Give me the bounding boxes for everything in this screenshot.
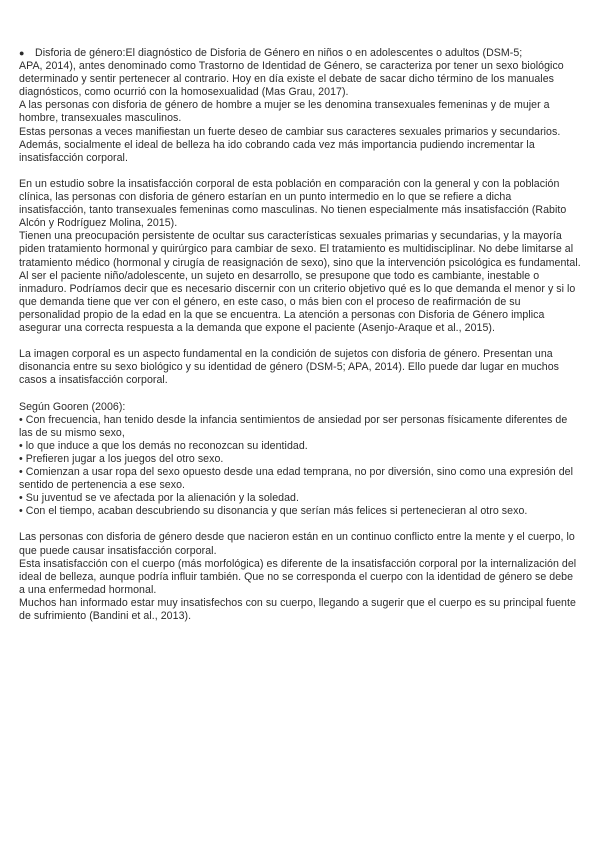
study-paragraph-2: Tienen una preocupación persistente de ocultar sus características sexuales primarias y secundarias, y la mayoría piden tratamiento hormonal y quirúrgico para cambiar de sexo. El tratamiento es multidisciplinar. No debe limitarse al tratamiento médico (hormonal y cirugía de reasignación de sexo), sino que la intervención psicológica es fundamental. [19, 230, 581, 269]
intro-paragraph: APA, 2014), antes denominado como Trastorno de Identidad de Género, se caracteriza por tener un sexo biológico determinado y sentir pertenecer al contrario. Hoy en día existe el debate de sacar dicho término de los manuales diagnósticos, como ocurrió con la homosexualidad (Mas Grau, 2017). [19, 60, 564, 99]
study-paragraph-1: En un estudio sobre la insatisfacción corporal de esta población en comparación con la general y con la población clínica, las personas con disforia de género estarían en un punto intermedio en lo que se refiere a dicha insatisfacción, tanto transexuales femeninas como masculinas. No tienen especialmente más insatisfacción (Rabito Alcón y Rodríguez Molina, 2015). [19, 177, 567, 230]
intro-bullet-line [19, 47, 581, 60]
gooren-item: • Con frecuencia, han tenido desde la infancia sentimientos de ansiedad por ser personas físicamente diferentes de las de su mismo sexo, [19, 413, 568, 439]
body-image-paragraph: La imagen corporal es un aspecto fundamental en la condición de sujetos con disforia de género. Presentan una disonancia entre su sexo biológico y su identidad de género (DSM-5; APA, 2014). Ello puede dar lugar en muchos casos a insatisfacción corporal. [19, 348, 560, 387]
gooren-item: • Con el tiempo, acaban descubriendo su disonancia y que serían más felices si pertenecieran al otro sexo. [19, 505, 528, 518]
document-page [19, 47, 581, 623]
paragraph-gap [19, 518, 581, 531]
conflict-paragraph-3: Muchos han informado estar muy insatisfechos con su cuerpo, llegando a sugerir que el cuerpo es su principal fuente de sufrimiento (Bandini et al., 2013). [19, 596, 576, 623]
gooren-item: • Comienzan a usar ropa del sexo opuesto desde una edad temprana, no por diversión, sino como una expresión del sentido de pertenencia a ese sexo. [19, 466, 574, 492]
paragraph-gap [19, 165, 581, 178]
paragraph-gap [19, 335, 581, 348]
gooren-heading: Según Gooren (2006): [19, 400, 126, 413]
gooren-item: • lo que induce a que los demás no reconozcan su identidad. [19, 439, 308, 452]
conflict-paragraph-2: Esta insatisfacción con el cuerpo (más morfológica) es diferente de la insatisfacción corporal por la internalización del ideal de belleza, aunque podría influir también. Que no se corresponda el cuerpo con la identidad de género se debe a una enfermedad hormonal. [19, 557, 577, 596]
gooren-item: • Prefieren jugar a los juegos del otro sexo. [19, 452, 224, 465]
gooren-item: • Su juventud se ve afectada por la alienación y la soledad. [19, 492, 299, 505]
bullet-icon: ● [19, 48, 25, 58]
intro-paragraph-3: Estas personas a veces manifiestan un fuerte deseo de cambiar sus caracteres sexuales primarios y secundarios. Además, socialmente el ideal de belleza ha ido cobrando cada vez más importancia pudiendo incrementar la insatisfacción corporal. [19, 125, 561, 164]
conflict-paragraph-1: Las personas con disforia de género desde que nacieron están en un continuo conflicto entre la mente y el cuerpo, lo que puede causar insatisfacción corporal. [19, 531, 575, 557]
intro-first-line: Disforia de género:El diagnóstico de Disforia de Género en niños o en adolescentes o adultos (DSM-5; [35, 47, 523, 59]
study-paragraph-3: Al ser el paciente niño/adolescente, un sujeto en desarrollo, se presupone que todo es cambiante, inestable o inmaduro. Podríamos decir que es necesario discernir con un criterio objetivo qué es lo que demanda el menor y si lo que demanda tiene que ver con el género, en este caso, o más bien con el proceso de reafirmación de su personalidad propio de la edad en la que se encuentra. La atención a personas con Disforia de Género implica asegurar una correcta respuesta a la demanda que expone el paciente (Asenjo-Araque et al., 2015). [19, 269, 576, 334]
intro-paragraph-2: A las personas con disforia de género de hombre a mujer se les denomina transexuales femeninas y de mujer a hombre, transexuales masculinos. [19, 99, 550, 125]
paragraph-gap [19, 387, 581, 400]
